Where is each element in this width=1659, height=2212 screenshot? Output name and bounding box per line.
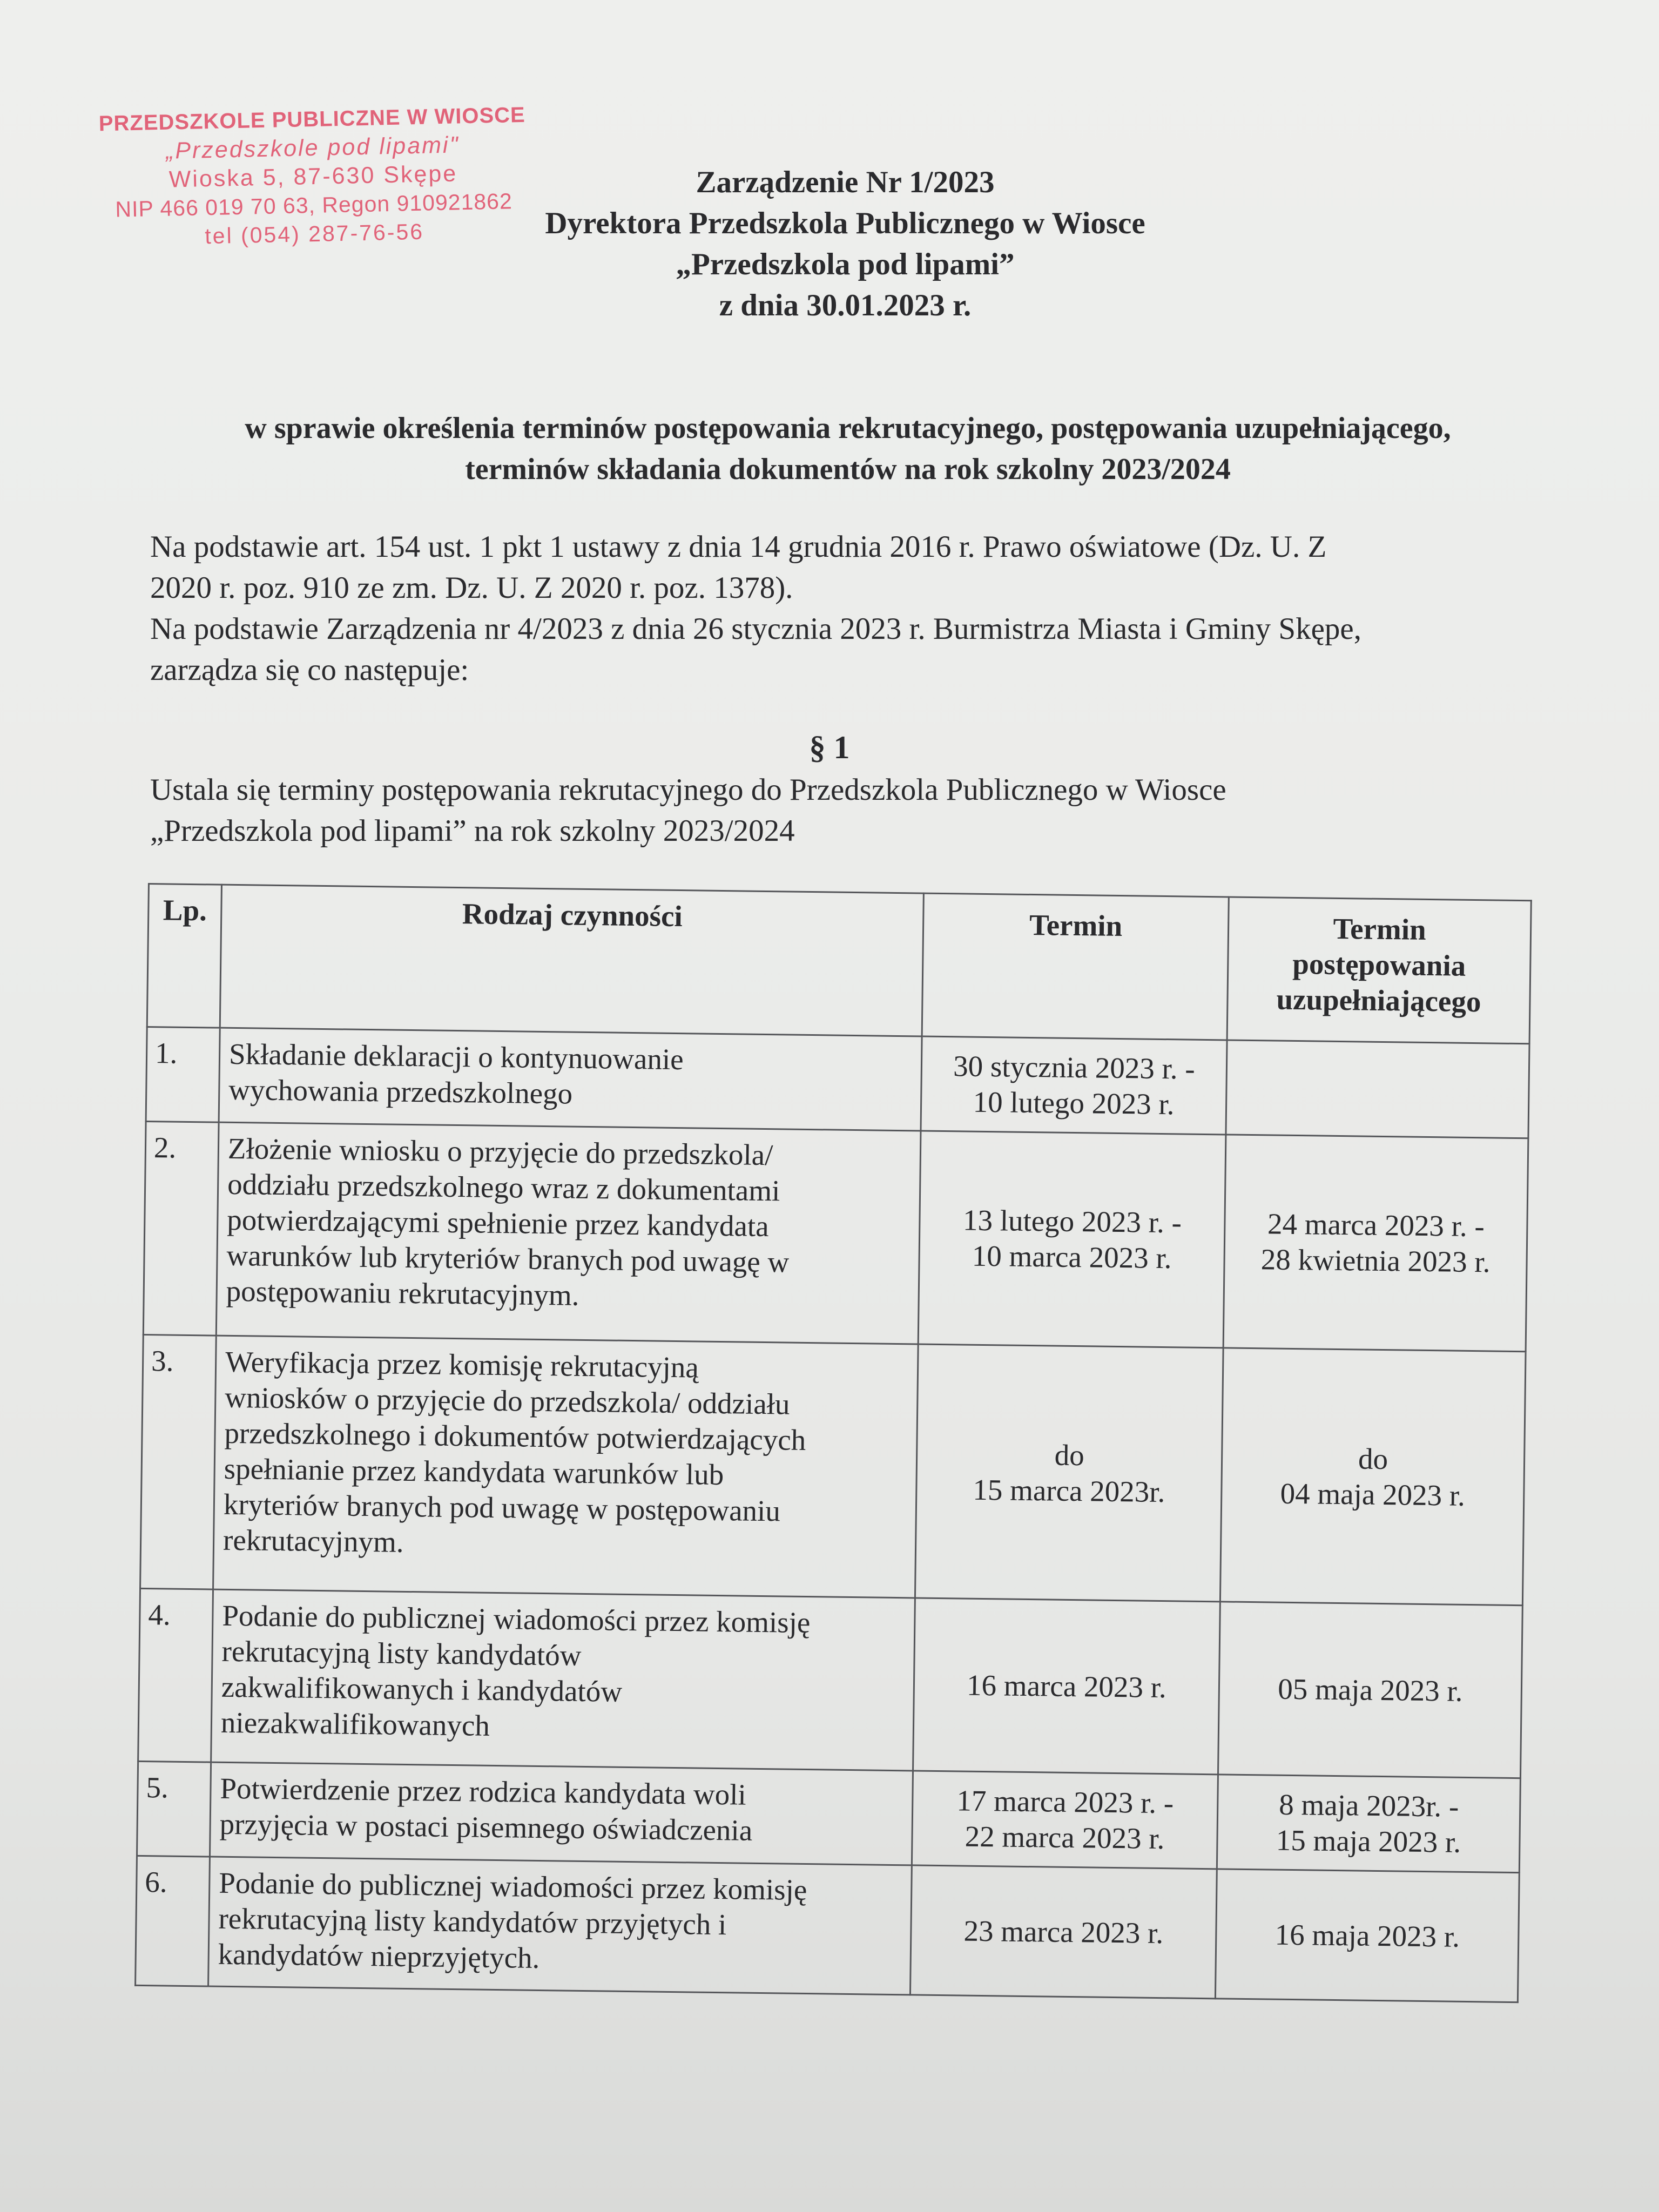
activity-line: oddziału przedszkolnego wraz z dokumentami (227, 1167, 780, 1208)
row-number: 3. (140, 1334, 217, 1589)
title-line: Zarządzenie Nr 1/2023 (696, 165, 995, 199)
basis-line: Na podstawie Zarządzenia nr 4/2023 z dnia 26 stycznia 2023 r. Burmistrza Miasta i Gminy Skępe, (150, 612, 1361, 646)
term-line (1236, 1088, 1520, 1091)
stamp-line: Wioska 5, 87-630 Skępe (168, 160, 458, 193)
recruitment-schedule-table (134, 883, 1532, 2003)
header-line: uzupełniającego (1276, 982, 1481, 1019)
activity-line: przyjęcia w postaci pisemnego oświadczenia (219, 1807, 753, 1847)
header-line: Termin (1333, 912, 1427, 946)
row-activity (216, 1122, 921, 1344)
basis-line: 2020 r. poz. 910 ze zm. Dz. U. Z 2020 r. poz. 1378). (150, 571, 793, 605)
term-line: 28 kwietnia 2023 r. (1260, 1243, 1491, 1279)
row-supplementary-term (1218, 1602, 1522, 1778)
term-line: 30 stycznia 2023 r. - (953, 1049, 1196, 1085)
term-line: 10 marca 2023 r. (972, 1239, 1172, 1275)
activity-line: Podanie do publicznej wiadomości przez komisję (219, 1866, 807, 1907)
activity-line: Składanie deklaracji o kontynuowanie (228, 1037, 684, 1076)
header-supplementary-term (1227, 897, 1531, 1044)
term-line: 15 marca 2023r. (973, 1473, 1165, 1508)
stamp-line: tel (054) 287-76-56 (204, 219, 424, 249)
title-line: z dnia 30.01.2023 r. (719, 288, 972, 322)
table-row (138, 1588, 1523, 1778)
table-row (143, 1121, 1528, 1351)
term-line: 16 maja 2023 r. (1274, 1918, 1460, 1953)
document-title (378, 162, 1312, 326)
row-supplementary-term (1217, 1775, 1520, 1873)
activity-line: przedszkolnego i dokumentów potwierdzających (224, 1416, 806, 1456)
activity-line: spełnianie przez kandydata warunków lub (224, 1452, 724, 1492)
row-term (918, 1131, 1226, 1348)
term-line: 23 marca 2023 r. (963, 1914, 1164, 1950)
section-text (150, 770, 1533, 852)
activity-line: kryteriów branych pod uwagę w postępowaniu (223, 1487, 781, 1528)
term-line: 05 maja 2023 r. (1277, 1672, 1463, 1708)
term-line: do (1358, 1441, 1388, 1475)
document-subject (135, 408, 1561, 490)
activity-line: wychowania przedszkolnego (228, 1073, 573, 1110)
term-line: 22 marca 2023 r. (965, 1819, 1165, 1856)
activity-line: warunków lub kryteriów branych pod uwagę w (226, 1238, 790, 1279)
activity-line: Weryfikacja przez komisję rekrutacyjną (225, 1345, 699, 1384)
row-activity (219, 1028, 922, 1131)
row-term (921, 1036, 1227, 1135)
table-header-row (147, 884, 1531, 1044)
activity-line: Złożenie wniosku o przyjęcie do przedszkola/ (227, 1131, 773, 1172)
term-line: 15 maja 2023 r. (1276, 1823, 1461, 1859)
term-line: do (1054, 1438, 1085, 1472)
row-term (912, 1771, 1218, 1869)
activity-line: Potwierdzenie przez rodzica kandydata woli (220, 1771, 747, 1811)
term-line: 04 maja 2023 r. (1280, 1476, 1466, 1512)
row-number: 5. (137, 1761, 211, 1857)
stamp-line: PRZEDSZKOLE PUBLICZNE W WIOSCE (98, 103, 526, 136)
activity-line: Podanie do publicznej wiadomości przez komisję (222, 1599, 811, 1640)
legal-basis (150, 527, 1533, 691)
activity-line: niezakwalifikowanych (220, 1705, 490, 1742)
header-lp: Lp. (147, 884, 221, 1028)
row-supplementary-term (1215, 1869, 1519, 2002)
section-heading: § 1 (809, 730, 850, 765)
table-row (146, 1027, 1529, 1138)
activity-line: zakwalifikowanych i kandydatów (221, 1670, 623, 1708)
term-line: 13 lutego 2023 r. - (962, 1203, 1182, 1239)
row-supplementary-term (1223, 1135, 1528, 1352)
table-row (140, 1334, 1526, 1605)
basis-line: zarządza się co następuje: (150, 653, 469, 687)
table-row (137, 1761, 1520, 1872)
row-number: 1. (146, 1027, 220, 1122)
activity-line: rekrutacyjnym. (222, 1523, 404, 1559)
term-line (1236, 1088, 1520, 1091)
subject-line: terminów składania dokumentów na rok szkolny 2023/2024 (465, 453, 1231, 486)
title-line: „Przedszkola pod lipami” (676, 247, 1015, 281)
row-activity (211, 1589, 915, 1771)
row-supplementary-term (1220, 1348, 1526, 1606)
row-term (910, 1865, 1217, 1999)
activity-line: rekrutacyjną listy kandydatów przyjętych i (218, 1901, 727, 1941)
section-line: „Przedszkola pod lipami” na rok szkolny 2023/2024 (150, 814, 795, 848)
term-line: 17 marca 2023 r. - (956, 1784, 1174, 1820)
activity-line: rekrutacyjną listy kandydatów (221, 1634, 582, 1672)
table-row (136, 1856, 1520, 2002)
activity-line: potwierdzającymi spełnienie przez kandydata (227, 1203, 769, 1243)
stamp-line: „Przedszkole pod lipami" (165, 132, 460, 164)
basis-line: Na podstawie art. 154 ust. 1 pkt 1 ustawy z dnia 14 grudnia 2016 r. Prawo oświatowe (Dz. U. Z (150, 530, 1327, 564)
term-line: 16 marca 2023 r. (966, 1668, 1167, 1704)
row-number: 6. (136, 1856, 210, 1986)
term-line: 8 maja 2023r. - (1278, 1788, 1459, 1823)
stamp-line: NIP 466 019 70 63, Regon 910921862 (114, 188, 513, 222)
section-line: Ustala się terminy postępowania rekrutacyjnego do Przedszkola Publicznego w Wiosce (150, 773, 1226, 807)
row-term (913, 1598, 1220, 1775)
activity-line: wniosków o przyjęcie do przedszkola/ oddziału (225, 1380, 790, 1421)
row-number: 4. (138, 1588, 213, 1762)
subject-line: w sprawie określenia terminów postępowania rekrutacyjnego, postępowania uzupełniającego, (245, 412, 1451, 445)
header-activity: Rodzaj czynności (220, 885, 923, 1036)
row-term (915, 1344, 1223, 1602)
title-line: Dyrektora Przedszkola Publicznego w Wiosce (545, 206, 1145, 240)
term-line: 10 lutego 2023 r. (973, 1085, 1175, 1121)
header-term: Termin (922, 893, 1229, 1040)
row-activity (213, 1336, 919, 1598)
row-activity (208, 1857, 912, 1995)
header-line: postępowania (1292, 947, 1466, 982)
row-activity (210, 1762, 913, 1865)
activity-line: kandydatów nieprzyjętych. (218, 1937, 540, 1975)
row-supplementary-term (1226, 1040, 1529, 1138)
activity-line: postępowaniu rekrutacyjnym. (226, 1274, 579, 1312)
row-number: 2. (143, 1121, 219, 1336)
term-line: 24 marca 2023 r. - (1267, 1207, 1485, 1243)
